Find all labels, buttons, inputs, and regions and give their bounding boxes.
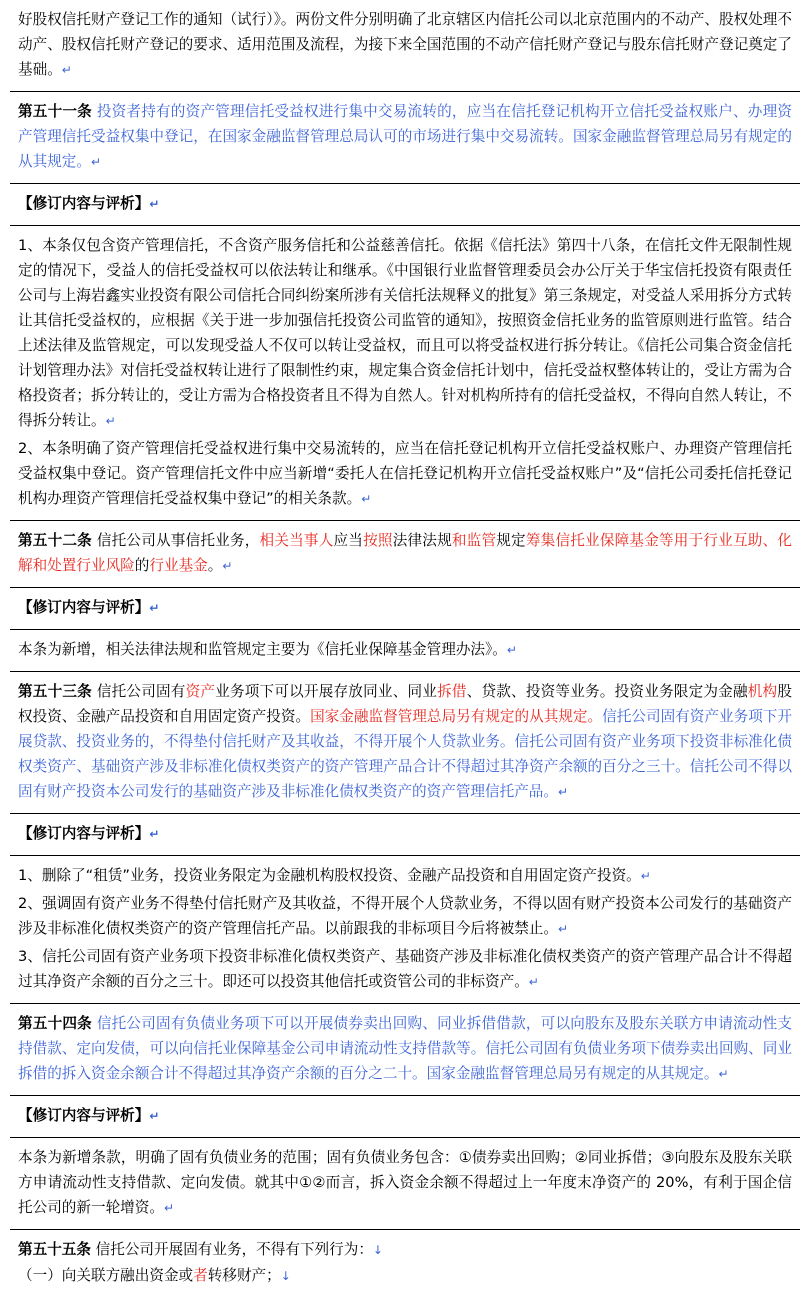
article-54-body: 信托公司固有负债业务项下可以开展债券卖出回购、同业拆借借款，可以向股东及股东关联方申请流动性支持借款、定向发债，可以向信托业保障基金公司申请流动性支持借款等。信托公司固有负债业务项下债券卖出回购、同业拆借的拆入资金余额合计不得超过其净资产余额的百分之二十。国家金融监督管理总局另有规定的从其规定。 xyxy=(18,1015,792,1082)
article-54-comment-heading-block xyxy=(10,1096,800,1138)
comment-heading: 【修订内容与评析】↵ xyxy=(18,599,160,616)
paragraph-mark: ↵ xyxy=(557,785,569,799)
article-53-comment-block xyxy=(10,856,800,1004)
run: 业保障基金等用于行业互助、化解和处置行业风险 xyxy=(18,532,792,574)
comment-item: 3、信托公司固有资产业务项下投资非标准化债权类资产、基础资产涉及非标准化债权类资产的资产管理产品合计不得超过其净资产余额的百分之三十。即还可以投资其他信托或资管公司的非标资产。↵ xyxy=(18,948,792,990)
article-51-comment-block xyxy=(10,226,800,521)
comment-item: 1、本条仅包含资产管理信托，不含资产服务信托和公益慈善信托。依据《信托法》第四十八条，在信托文件无限制性规定的情况下，受益人的信托受益权可以依法转让和继承。《中国银行业监督管理委员会办公厅关于华宝信托投资有限责任公司与上海岩鑫实业投资有限公司信托合同纠纷案所涉有关信托法规释义的批复》第三条规定，对受益人采用拆分方式转让其信托受益权的，应根据《关于进一步加强信托投资公司监管的通知》，按照资金信托业务的监管原则进行监管。结合上述法律及监管规定，可以发现受益人不仅可以转让受益权，而且可以将受益权进行拆分转让。《信托公司集合资金信托计划管理办法》对信托受益权转让进行了限制性约束，规定集合资金信托计划中，信托受益权整体转让的，受让方需为合格投资者；拆分转让的，受让方需为合格投资者且不得为自然人。针对机构所持有的信托受益权，不得向自然人转让，不得拆分转让。↵ xyxy=(18,237,792,429)
comment-item: 1、删除了“租赁”业务，投资业务限定为金融机构股权投资、金融产品投资和自用固定资产投资。↵ xyxy=(18,867,651,884)
run: 资产 xyxy=(185,683,216,700)
article-54-text xyxy=(18,1011,792,1087)
paragraph-mark: ↵ xyxy=(557,922,569,936)
comment-item: 本条为新增条款，明确了固有负债业务的范围；固有负债业务包含：①债券卖出回购；②同业拆借；③向股东及股东关联方申请流动性支持借款、定向发债。就其中①②而言，拆入资金余额不得超过上一年度末净资产的 20%，有利于国企信托公司的新一轮增资。↵ xyxy=(18,1149,792,1216)
paragraph-mark: ↵ xyxy=(149,827,160,841)
paragraph-mark: ↵ xyxy=(61,63,72,77)
paragraph-mark: ↵ xyxy=(149,601,160,615)
comment-item: 2、本条明确了资产管理信托受益权进行集中交易流转的，应当在信托登记机构开立信托受益权账户、办理资产管理信托受益权集中登记。资产管理信托文件中应当新增“委托人在信托登记机构开立信托受益权账户”及“信托公司委托信托登记机构办理资产管理信托受益权集中登记”的相关条款。↵ xyxy=(18,440,792,507)
comment-heading: 【修订内容与评析】↵ xyxy=(18,195,160,212)
run: 规定 xyxy=(496,532,526,549)
run: 相关当事人 xyxy=(259,532,334,549)
run: 。 xyxy=(207,557,223,574)
article-55-block xyxy=(10,1230,800,1297)
article-52-text xyxy=(18,528,792,579)
article-55-body: 信托公司开展固有业务，不得有下列行为： xyxy=(95,1241,373,1258)
run: 国家金融监督管理总局另有规定的从其规定。 xyxy=(310,708,603,725)
run: 转移财产； xyxy=(207,1267,281,1284)
article-55-text xyxy=(18,1237,792,1263)
article-51-comment-heading-block xyxy=(10,184,800,226)
run: 法律法规 xyxy=(392,532,452,549)
article-53-label: 第五十三条 xyxy=(18,683,92,700)
comment-heading: 【修订内容与评析】↵ xyxy=(18,1107,160,1124)
article-52-comment-heading-block xyxy=(10,588,800,630)
paragraph-mark: ↓ xyxy=(280,1269,291,1283)
comment-item: 本条为新增，相关法律法规和监管规定主要为《信托业保障基金管理办法》。↵ xyxy=(18,641,517,658)
article-54-label: 第五十四条 xyxy=(18,1015,92,1032)
run: 信托公司从事信托 xyxy=(96,532,216,549)
article-51-label: 第五十一条 xyxy=(18,103,92,120)
article-53-text xyxy=(18,679,792,805)
run: 机构 xyxy=(747,683,778,700)
intro-fragment-block xyxy=(10,0,800,92)
run: 应当 xyxy=(333,532,364,549)
article-51-body: 投资者持有的资产管理信托受益权进行集中交易流转的，应当在信托登记机构开立信托受益权账户、办理资产管理信托受益权集中登记，在国家金融监督管理总局认可的市场进行集中交易流转。国家金融监督管理总局另有规定的从其规定。 xyxy=(18,103,792,170)
run: 业务， xyxy=(215,532,260,549)
run: 行业基金 xyxy=(149,557,208,574)
run: 者 xyxy=(193,1267,208,1284)
run: 和监管 xyxy=(451,532,497,549)
paragraph-mark: ↵ xyxy=(528,975,539,989)
article-53-block xyxy=(10,672,800,814)
paragraph-mark: ↵ xyxy=(149,1109,160,1123)
paragraph-mark: ↵ xyxy=(718,1067,729,1081)
article-55-subitem xyxy=(18,1263,792,1289)
article-52-comment-block xyxy=(10,630,800,672)
article-52-label: 第五十二条 xyxy=(18,532,92,549)
comment-item: 2、强调固有资产业务不得垫付信托财产及其收益，不得开展个人贷款业务，不得以固有财产投资本公司发行的基础资产涉及非标准化债权类资产的资产管理信托产品。以前跟我的非标项目今后将被禁止。↵ xyxy=(18,895,792,937)
article-51-block xyxy=(10,92,800,184)
run: 信托公司固有资产业务项下开展贷款、投资业务的，不得垫付信托财产及其收益，不得开展个人贷款业务。信托公司固有资产业务项下投资非标准化债权类资产、基础资产涉及非标准化债权类资产的资产管理产品合计不得超过其净资产余额的百分之三十。信托公司不得以固有财产投资本公司发行的基础资产涉及非标准化债权类资产的资产管理信托产品。 xyxy=(18,708,792,800)
article-52-block xyxy=(10,521,800,588)
comment-heading: 【修订内容与评析】↵ xyxy=(18,825,160,842)
article-54-comment-block xyxy=(10,1138,800,1230)
paragraph-mark: ↵ xyxy=(105,414,116,428)
run: 信托公司固有 xyxy=(96,683,186,700)
intro-fragment-text: 好股权信托财产登记工作的通知（试行）》。两份文件分别明确了北京辖区内信托公司以北京范围内的不动产、股权处理不动产、股权信托财产登记的要求、适用范围及流程，为接下来全国范围的不动产信托财产登记与股东信托财产登记奠定了基础。↵ xyxy=(18,11,792,78)
article-51-text xyxy=(18,99,792,175)
paragraph-mark: ↵ xyxy=(149,197,160,211)
paragraph-mark: ↵ xyxy=(361,492,372,506)
run: 按照 xyxy=(363,532,393,549)
run: 的 xyxy=(134,557,150,574)
article-54-block xyxy=(10,1004,800,1096)
paragraph-mark: ↵ xyxy=(90,155,102,169)
paragraph-mark: ↵ xyxy=(163,1201,175,1215)
run: （一）向关联方融出资金或 xyxy=(18,1267,194,1284)
run: 股权投资、金融产品投资和自用固定资产投资。 xyxy=(18,683,792,725)
run: 筹集信托 xyxy=(525,532,586,549)
run: 业务项下可以开展存放同业、同业 xyxy=(215,683,438,700)
paragraph-mark: ↵ xyxy=(640,869,651,883)
run: 、贷款、投资等业务。投资业务限定为金融 xyxy=(466,683,748,700)
article-53-comment-heading-block xyxy=(10,814,800,856)
paragraph-mark: ↓ xyxy=(372,1243,383,1257)
paragraph-mark: ↵ xyxy=(506,643,517,657)
run: 拆借 xyxy=(437,683,467,700)
paragraph-mark: ↵ xyxy=(222,559,233,573)
article-55-label: 第五十五条 xyxy=(18,1241,91,1258)
